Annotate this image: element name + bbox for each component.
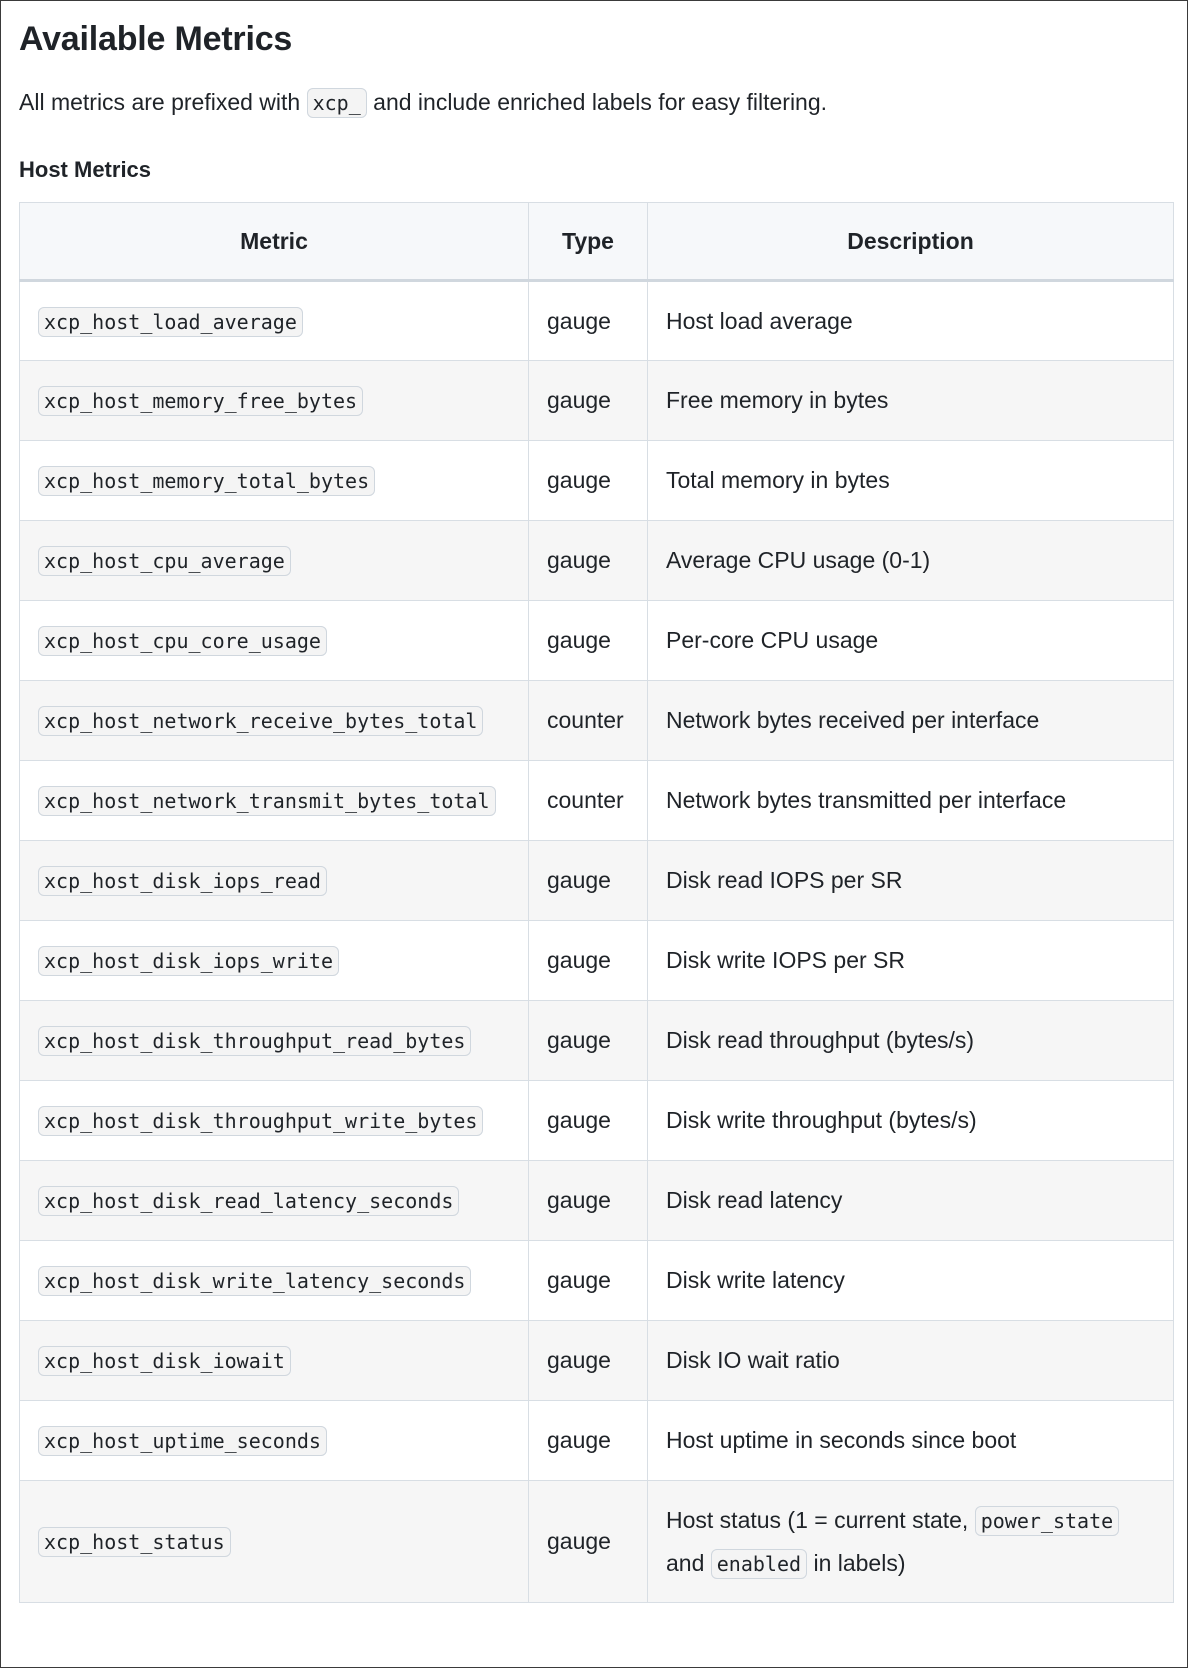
power-state-code: power_state bbox=[975, 1506, 1119, 1536]
description-text: in labels) bbox=[807, 1549, 906, 1576]
type-cell: gauge bbox=[529, 841, 648, 921]
header-description: Description bbox=[648, 203, 1174, 281]
type-cell: gauge bbox=[529, 1401, 648, 1481]
table-row bbox=[20, 1001, 1174, 1081]
table-row bbox=[20, 441, 1174, 521]
metric-name: xcp_host_memory_total_bytes bbox=[38, 466, 375, 496]
table-row bbox=[20, 1321, 1174, 1401]
type-cell: gauge bbox=[529, 921, 648, 1001]
metric-cell bbox=[20, 521, 529, 601]
type-cell: counter bbox=[529, 681, 648, 761]
description-cell: Disk read IOPS per SR bbox=[648, 841, 1174, 921]
table-row bbox=[20, 1481, 1174, 1603]
description-cell: Free memory in bytes bbox=[648, 361, 1174, 441]
table-header-row bbox=[20, 203, 1174, 281]
description-cell: Host load average bbox=[648, 281, 1174, 361]
intro-prefix-code: xcp_ bbox=[307, 88, 367, 118]
metric-cell bbox=[20, 281, 529, 361]
metric-cell bbox=[20, 1001, 529, 1081]
metric-name: xcp_host_cpu_average bbox=[38, 546, 291, 576]
metrics-table bbox=[19, 202, 1174, 1603]
type-cell: gauge bbox=[529, 1321, 648, 1401]
table-row bbox=[20, 1081, 1174, 1161]
metric-name: xcp_host_disk_throughput_read_bytes bbox=[38, 1026, 471, 1056]
type-cell: gauge bbox=[529, 1241, 648, 1321]
type-cell: gauge bbox=[529, 601, 648, 681]
type-cell: gauge bbox=[529, 361, 648, 441]
description-cell: Host uptime in seconds since boot bbox=[648, 1401, 1174, 1481]
description-cell bbox=[648, 1481, 1174, 1603]
metric-name: xcp_host_network_transmit_bytes_total bbox=[38, 786, 496, 816]
metric-name: xcp_host_disk_iops_write bbox=[38, 946, 339, 976]
metric-cell bbox=[20, 1161, 529, 1241]
table-row bbox=[20, 1241, 1174, 1321]
table-row bbox=[20, 761, 1174, 841]
metric-cell bbox=[20, 1241, 529, 1321]
metric-name: xcp_host_disk_write_latency_seconds bbox=[38, 1266, 471, 1296]
metric-cell bbox=[20, 601, 529, 681]
metric-cell bbox=[20, 441, 529, 521]
header-metric: Metric bbox=[20, 203, 529, 281]
description-cell: Per-core CPU usage bbox=[648, 601, 1174, 681]
intro-text-before: All metrics are prefixed with bbox=[19, 89, 307, 115]
metric-name: xcp_host_load_average bbox=[38, 307, 303, 337]
table-row bbox=[20, 521, 1174, 601]
type-cell: gauge bbox=[529, 441, 648, 521]
table-row bbox=[20, 841, 1174, 921]
metric-name: xcp_host_status bbox=[38, 1527, 231, 1557]
description-cell: Disk write throughput (bytes/s) bbox=[648, 1081, 1174, 1161]
metric-name: xcp_host_disk_iowait bbox=[38, 1346, 291, 1376]
table-row bbox=[20, 921, 1174, 1001]
page-title: Available Metrics bbox=[19, 20, 293, 58]
type-cell: gauge bbox=[529, 521, 648, 601]
metric-cell bbox=[20, 1401, 529, 1481]
intro-text-after: and include enriched labels for easy filtering. bbox=[366, 89, 828, 115]
metric-name: xcp_host_disk_throughput_write_bytes bbox=[38, 1106, 483, 1136]
description-text: and bbox=[666, 1549, 705, 1576]
metric-name: xcp_host_cpu_core_usage bbox=[38, 626, 327, 656]
metric-name: xcp_host_disk_read_latency_seconds bbox=[38, 1186, 459, 1216]
table-row bbox=[20, 1401, 1174, 1481]
metric-cell bbox=[20, 921, 529, 1001]
type-cell: gauge bbox=[529, 1481, 648, 1603]
description-cell: Total memory in bytes bbox=[648, 441, 1174, 521]
header-type: Type bbox=[529, 203, 648, 281]
metric-cell bbox=[20, 1321, 529, 1401]
type-cell: gauge bbox=[529, 1161, 648, 1241]
table-row bbox=[20, 1161, 1174, 1241]
intro-paragraph bbox=[19, 87, 1171, 118]
description-cell: Disk write latency bbox=[648, 1241, 1174, 1321]
metric-cell bbox=[20, 1481, 529, 1603]
description-cell: Disk IO wait ratio bbox=[648, 1321, 1174, 1401]
table-row bbox=[20, 601, 1174, 681]
section-title: Host Metrics bbox=[19, 157, 152, 182]
description-cell: Average CPU usage (0-1) bbox=[648, 521, 1174, 601]
description-cell: Disk read latency bbox=[648, 1161, 1174, 1241]
description-cell: Disk read throughput (bytes/s) bbox=[648, 1001, 1174, 1081]
metric-name: xcp_host_network_receive_bytes_total bbox=[38, 706, 483, 736]
metric-name: xcp_host_uptime_seconds bbox=[38, 1426, 327, 1456]
table-row bbox=[20, 281, 1174, 361]
metric-name: xcp_host_disk_iops_read bbox=[38, 866, 327, 896]
metric-cell bbox=[20, 841, 529, 921]
type-cell: gauge bbox=[529, 1001, 648, 1081]
metric-cell bbox=[20, 1081, 529, 1161]
type-cell: gauge bbox=[529, 281, 648, 361]
metric-cell bbox=[20, 361, 529, 441]
description-text: Host status (1 = current state, bbox=[666, 1506, 975, 1533]
table-row bbox=[20, 681, 1174, 761]
description-cell: Network bytes received per interface bbox=[648, 681, 1174, 761]
description-cell: Disk write IOPS per SR bbox=[648, 921, 1174, 1001]
metric-cell bbox=[20, 681, 529, 761]
description-cell: Network bytes transmitted per interface bbox=[648, 761, 1174, 841]
type-cell: gauge bbox=[529, 1081, 648, 1161]
enabled-code: enabled bbox=[711, 1549, 807, 1579]
type-cell: counter bbox=[529, 761, 648, 841]
metric-cell bbox=[20, 761, 529, 841]
metric-name: xcp_host_memory_free_bytes bbox=[38, 386, 363, 416]
table-row bbox=[20, 361, 1174, 441]
